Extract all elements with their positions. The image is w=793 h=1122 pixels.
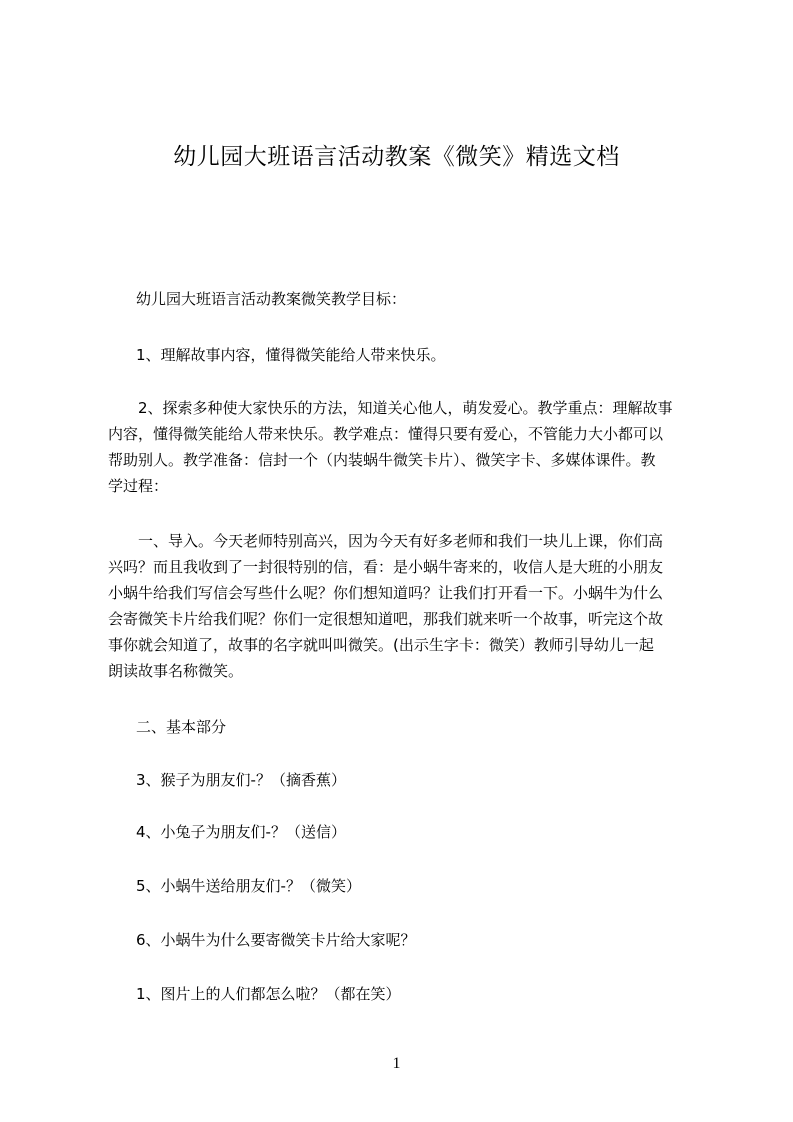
paragraph-question-3 <box>136 767 746 793</box>
text-line: 3、猴子为朋友们-？（摘香蕉） <box>136 771 346 789</box>
paragraph-goal-2-and-preparation <box>108 395 718 499</box>
text-line: 6、小蜗牛为什么要寄微笑卡片给大家呢？ <box>136 931 416 949</box>
text-line: 5、小蜗牛送给朋友们-？（微笑） <box>136 877 361 895</box>
paragraph-question-6 <box>136 927 746 953</box>
text-line: 4、小兔子为朋友们-？（送信） <box>136 823 346 841</box>
text-line: 事你就会知道了，故事的名字就叫叫微笑。(出示生字卡：微笑）教师引导幼儿一起 <box>108 636 654 654</box>
page-number: 1 <box>392 1055 401 1072</box>
paragraph-basic-section-heading <box>136 714 746 740</box>
text-line: 小蜗牛给我们写信会写些什么呢？你们想知道吗？让我们打开看一下。小蜗牛为什么 <box>108 584 664 602</box>
document-title: 幼儿园大班语言活动教案《微笑》精选文档 <box>173 144 620 170</box>
text-line: 1、图片上的人们都怎么啦？（都在笑） <box>136 985 401 1003</box>
paragraph-question-5 <box>136 873 746 899</box>
text-line: 2、探索多种使大家快乐的方法，知道关心他人，萌发爱心。教学重点：理解故事 <box>138 399 673 417</box>
text-line: 二、基本部分 <box>136 718 227 736</box>
paragraph-question-1-pictures <box>136 981 746 1007</box>
paragraph-goal-1 <box>136 342 746 368</box>
text-line: 兴吗？而且我收到了一封很特别的信，看：是小蜗牛寄来的，收信人是大班的小朋友 <box>108 558 664 576</box>
text-line: 帮助别人。教学准备：信封一个（内装蜗牛微笑卡片）、微笑字卡、多媒体课件。教 <box>108 451 656 469</box>
text-line: 内容，懂得微笑能给人带来快乐。教学难点：懂得只要有爱心，不管能力大小都可以 <box>108 425 664 443</box>
paragraph-question-4 <box>136 819 746 845</box>
text-line: 幼儿园大班语言活动教案微笑教学目标： <box>136 290 407 308</box>
text-line: 会寄微笑卡片给我们呢？你们一定很想知道吧，那我们就来听一个故事，听完这个故 <box>108 610 664 628</box>
text-line: 1、理解故事内容，懂得微笑能给人带来快乐。 <box>136 346 446 364</box>
text-line: 学过程： <box>108 477 169 495</box>
text-line: 一、导入。今天老师特别高兴，因为今天有好多老师和我们一块儿上课，你们高 <box>138 532 664 550</box>
text-line: 朗读故事名称微笑。 <box>108 662 244 680</box>
paragraph-introduction <box>108 528 718 684</box>
paragraph-teaching-goals-heading <box>136 286 746 312</box>
